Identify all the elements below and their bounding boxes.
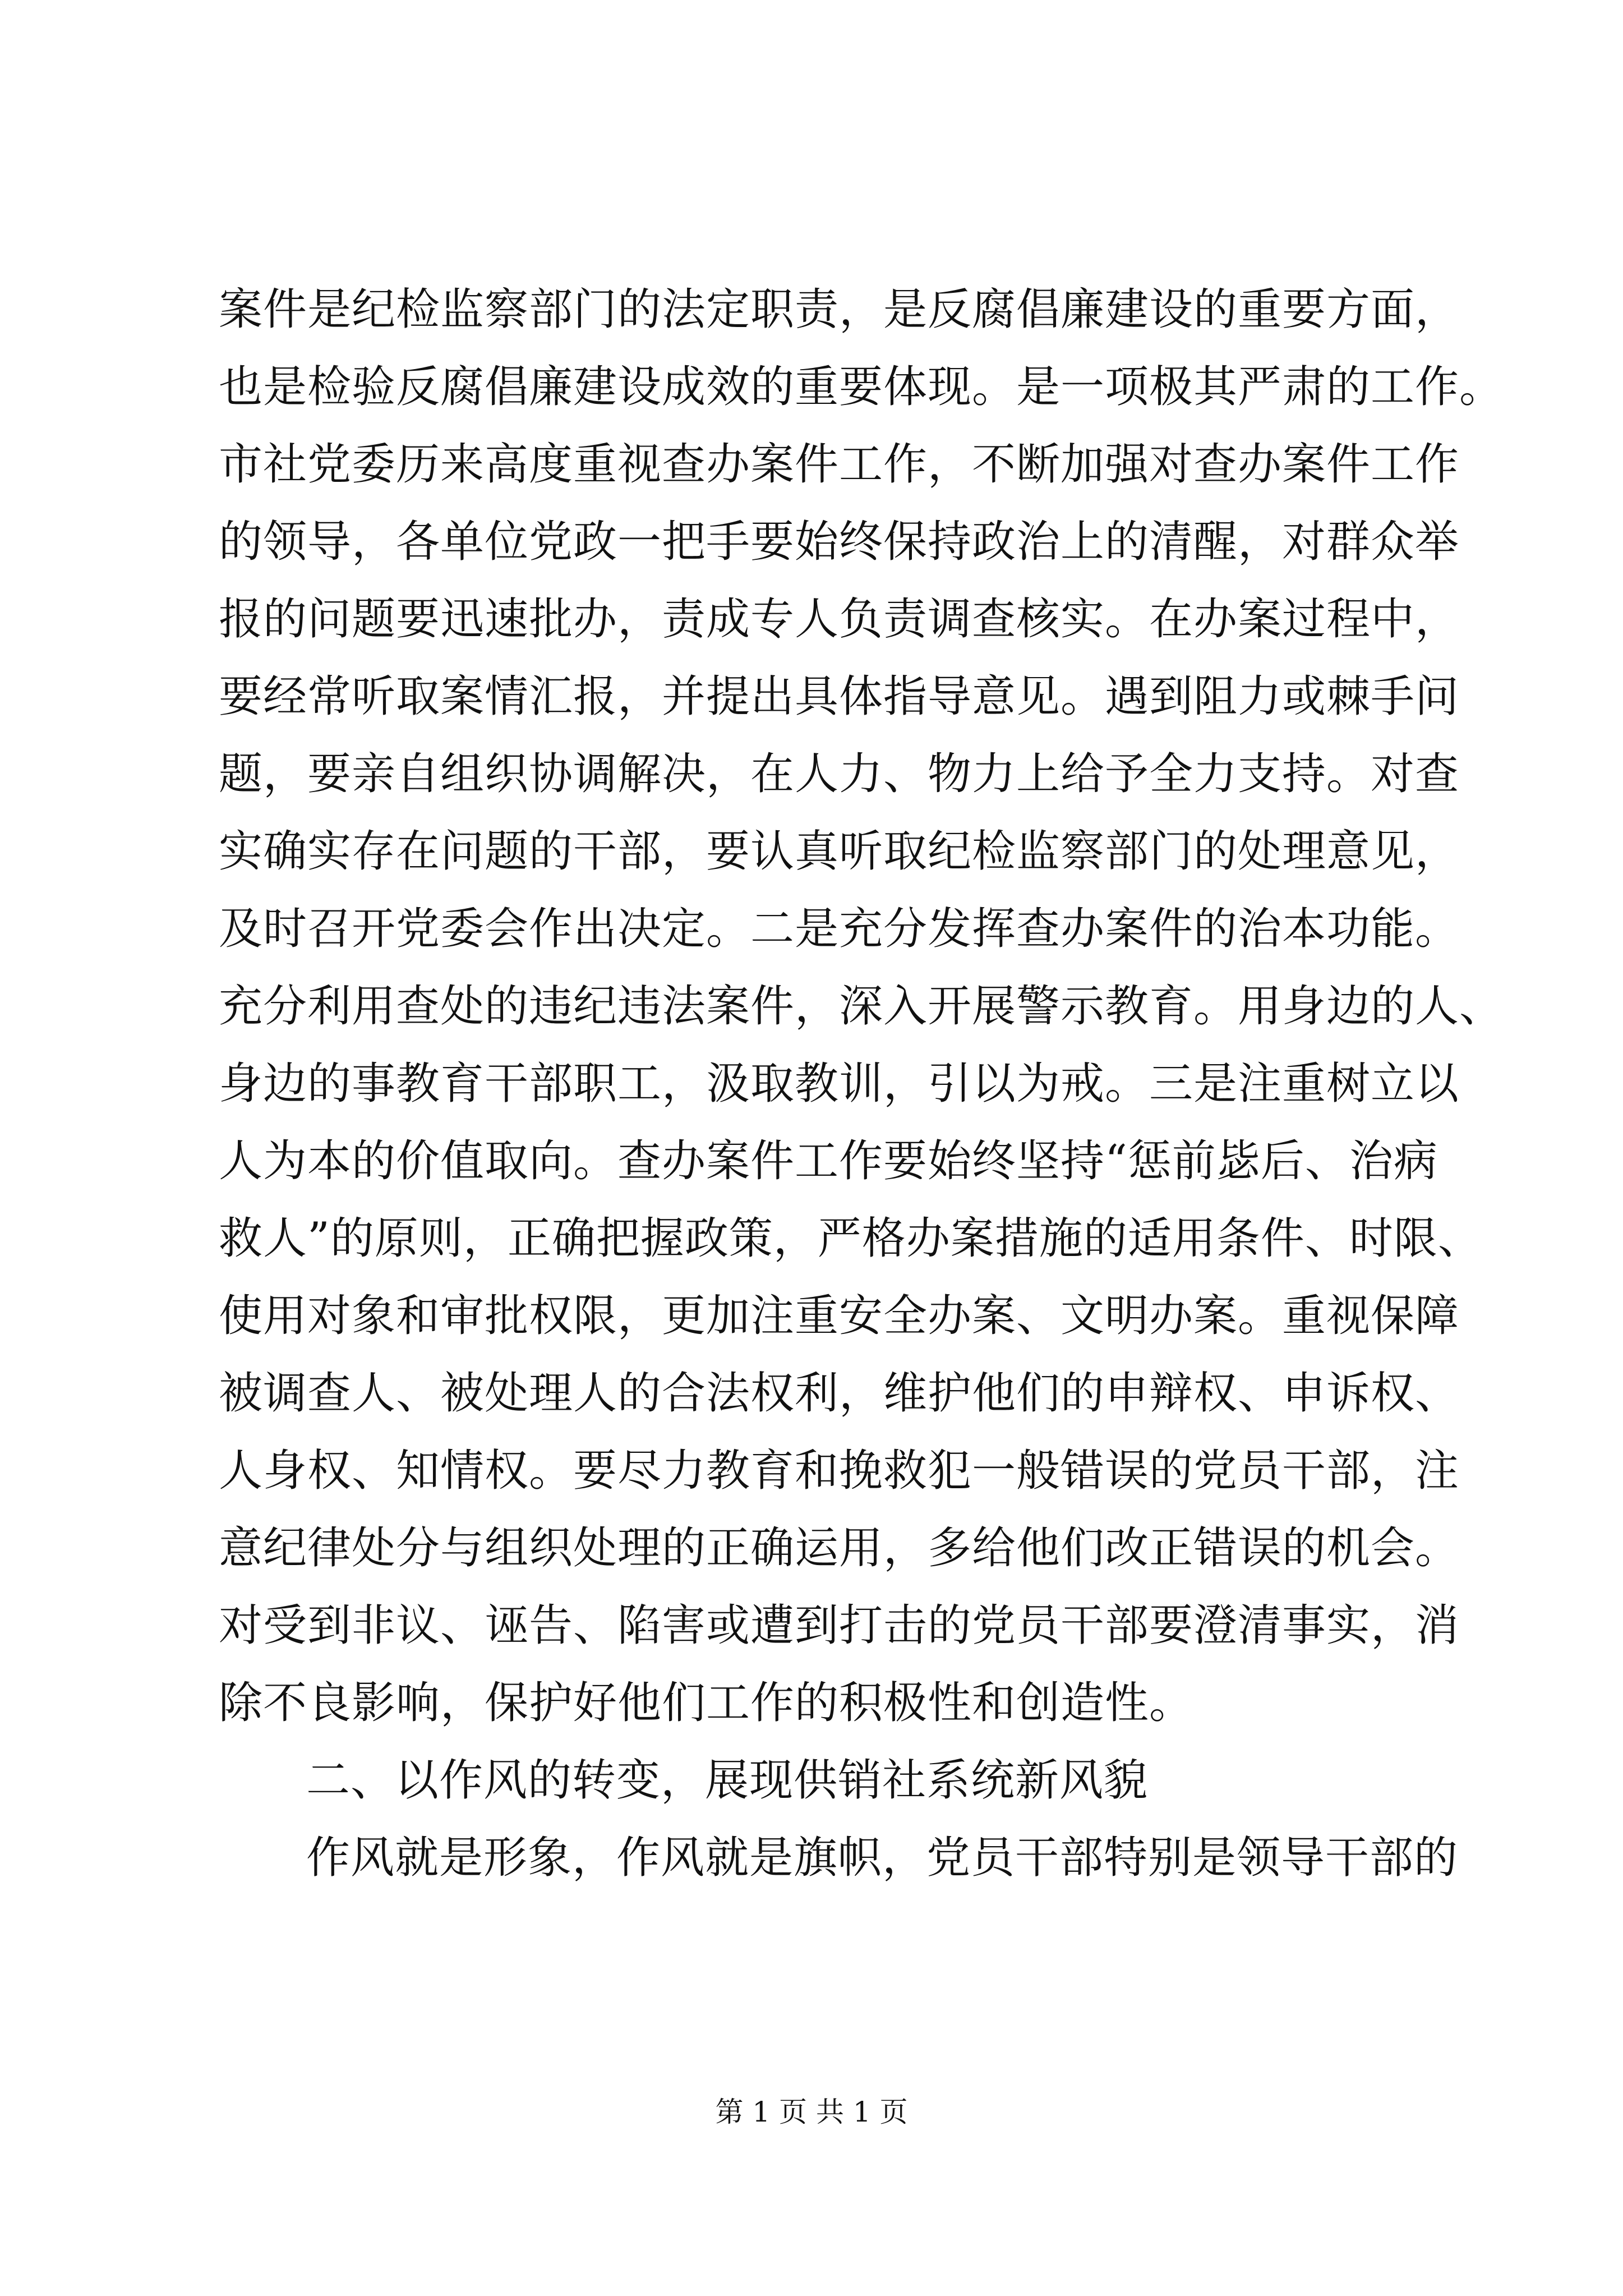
text-line: 的领导，各单位党政一把手要始终保持政治上的清醒，对群众举 xyxy=(219,517,1460,567)
text-line: 对受到非议、诬告、陷害或遭到打击的党员干部要澄清事实，消 xyxy=(219,1600,1460,1651)
text-line: 市社党委历来高度重视查办案件工作，不断加强对查办案件工作 xyxy=(219,439,1460,490)
text-line: 救人”的原则，正确把握政策，严格办案措施的适用条件、时限、 xyxy=(219,1213,1482,1264)
text-line: 题，要亲自组织协调解决，在人力、物力上给予全力支持。对查 xyxy=(219,749,1460,799)
text-line: 案件是纪检监察部门的法定职责，是反腐倡廉建设的重要方面， xyxy=(219,284,1460,335)
text-line: 人身权、知情权。要尽力教育和挽救犯一般错误的党员干部，注 xyxy=(219,1446,1460,1496)
text-line: 被调查人、被处理人的合法权利，维护他们的申辩权、申诉权、 xyxy=(219,1368,1460,1419)
section-heading: 二、以作风的转变，展现供销社系统新风貌 xyxy=(306,1755,1149,1806)
text-line: 及时召开党委会作出决定。二是充分发挥查办案件的治本功能。 xyxy=(219,904,1460,954)
text-line: 要经常听取案情汇报，并提出具体指导意见。遇到阻力或棘手问 xyxy=(219,671,1460,722)
text-line: 人为本的价值取向。查办案件工作要始终坚持“惩前毖后、治病 xyxy=(219,1136,1438,1186)
text-line: 实确实存在问题的干部，要认真听取纪检监察部门的处理意见， xyxy=(219,826,1460,877)
text-line: 除不良影响，保护好他们工作的积极性和创造性。 xyxy=(219,1678,1194,1728)
text-line: 作风就是形象，作风就是旗帜，党员干部特别是领导干部的 xyxy=(306,1833,1459,1883)
page-number-footer: 第 1 页 共 1 页 xyxy=(715,2096,908,2128)
text-line: 充分利用查处的违纪违法案件，深入开展警示教育。用身边的人、 xyxy=(219,981,1504,1032)
text-line: 使用对象和审批权限，更加注重安全办案、文明办案。重视保障 xyxy=(219,1291,1460,1341)
text-line: 也是检验反腐倡廉建设成效的重要体现。是一项极其严肃的工作。 xyxy=(219,362,1504,412)
text-line: 身边的事教育干部职工，汲取教训，引以为戒。三是注重树立以 xyxy=(219,1059,1460,1109)
text-line: 意纪律处分与组织处理的正确运用，多给他们改正错误的机会。 xyxy=(219,1523,1460,1573)
text-line: 报的问题要迅速批办，责成专人负责调查核实。在办案过程中， xyxy=(219,594,1460,645)
